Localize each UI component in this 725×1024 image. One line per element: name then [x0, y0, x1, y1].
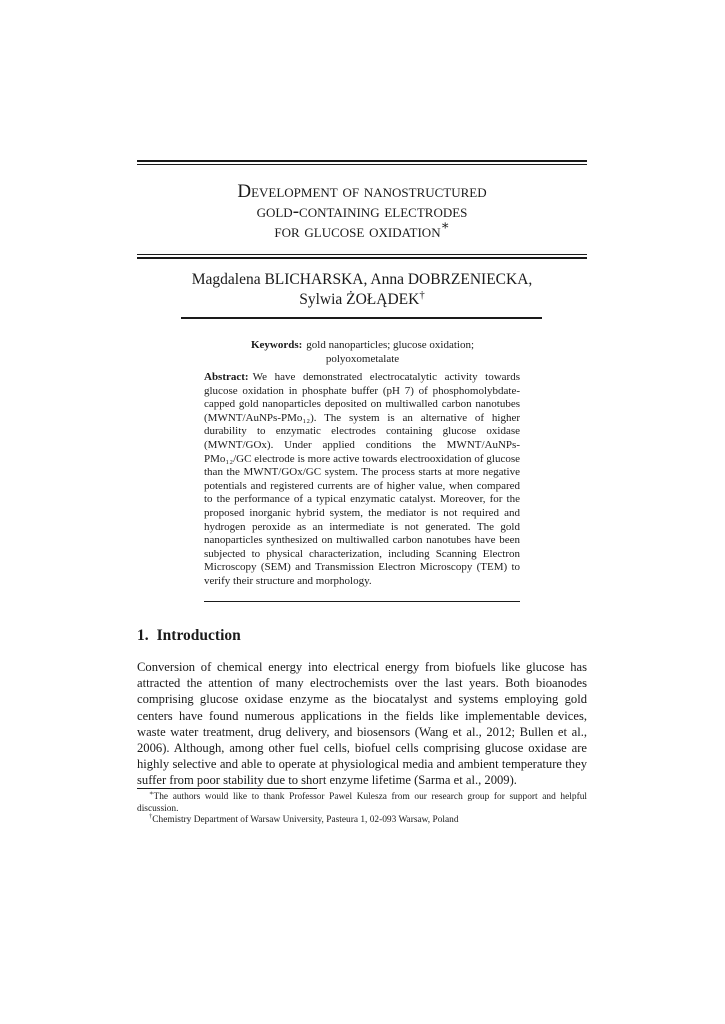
section-heading: [137, 627, 241, 645]
title-footnote-mark: ∗: [440, 217, 450, 233]
title-line-3: [137, 217, 587, 242]
keywords-label: Keywords:: [250, 339, 303, 351]
authors-line-2-text: Sylwia ŻOŁĄDEK: [299, 291, 420, 308]
title-rule-thin: [137, 254, 587, 255]
footnote-1: [137, 789, 587, 815]
authors-rule: [181, 317, 542, 319]
footnote-2: [137, 812, 587, 827]
authors-line-2: [137, 290, 587, 310]
title-line-3-text: for glucose oxidation: [274, 221, 441, 242]
footnote-1-mark: ∗: [149, 789, 154, 797]
author-footnote-mark: †: [419, 288, 425, 301]
author-list: [137, 270, 587, 310]
abstract: [204, 371, 520, 589]
footnote-2-text: Chemistry Department of Warsaw University, Pasteura 1, 02-093 Warsaw, Poland: [152, 815, 459, 825]
keywords: [210, 338, 515, 366]
section-title: Introduction: [156, 627, 241, 644]
keywords-line-2: polyoxometalate: [325, 353, 400, 365]
intro-paragraph: Conversion of chemical energy into electrical energy from biofuels like glucose has attracted the attention of many electrochemists over the last years. Both bioanodes comprising glucose oxidase enzyme as the biocatalyst and systems employing gold centers have found numerous applications in the fields like implementable devices, waste water treatment, drug delivery, and biosensors (Wang et al., 2012; Bullen et al., 2006). Although, among other fuel cells, biofuel cells comprising glucose oxidase are highly selective and able to operate at physiological media and ambient temperature they suffer from poor stability due to short enzyme lifetime (Sarma et al., 2009).: [137, 660, 587, 788]
title-line-2: gold-containing electrodes: [256, 201, 468, 222]
title-line-1: Development of nanostructured: [237, 181, 487, 202]
section-number: 1.: [137, 627, 149, 644]
authors-line-1: Magdalena BLICHARSKA, Anna DOBRZENIECKA,: [191, 271, 533, 288]
abstract-label: Abstract:: [204, 371, 249, 383]
keywords-line-1: [210, 338, 515, 352]
footnote-1-text: The authors would like to thank Professor Pawel Kulesza from our research group for support and helpful discussion.: [137, 792, 587, 814]
keywords-text-1: gold nanoparticles; glucose oxidation;: [306, 339, 475, 351]
top-rule-thin: [137, 164, 587, 165]
footnote-rule: [137, 788, 317, 789]
paper-title: [137, 182, 587, 242]
title-rule-thick: [137, 257, 587, 259]
top-rule-thick: [137, 160, 587, 162]
footnote-2-mark: †: [149, 812, 153, 820]
abstract-text: We have demonstrated electrocatalytic activity towards glucose oxidation in phosphate buffer (pH 7) of phosphomolybdate-capped gold nanoparticles deposited on multiwalled carbon nanotubes (MWNT/AuNPs-PMo₁₂). The system is an alternative of higher durability to enzymatic electrodes containing glucose oxidase (MWNT/GOx). Under applied conditions the MWNT/AuNPs-PMo₁₂/GC electrode is more active towards electrooxidation of glucose than the MWNT/GOx/GC system. The process starts at more negative potentials and registered currents are of higher value, when compared to the performance of a typical enzymatic catalyst. Moreover, for the proposed inorganic hybrid system, the mediator is not required and hydrogen peroxide as an intermediate is not generated. The gold nanoparticles synthesized on multiwalled carbon nanotubes have been subjected to physical characterization, including Scanning Electron Microscopy (SEM) and Transmission Electron Microscopy (TEM) to verify their structure and morphology.: [204, 371, 520, 587]
abstract-rule: [204, 601, 520, 602]
